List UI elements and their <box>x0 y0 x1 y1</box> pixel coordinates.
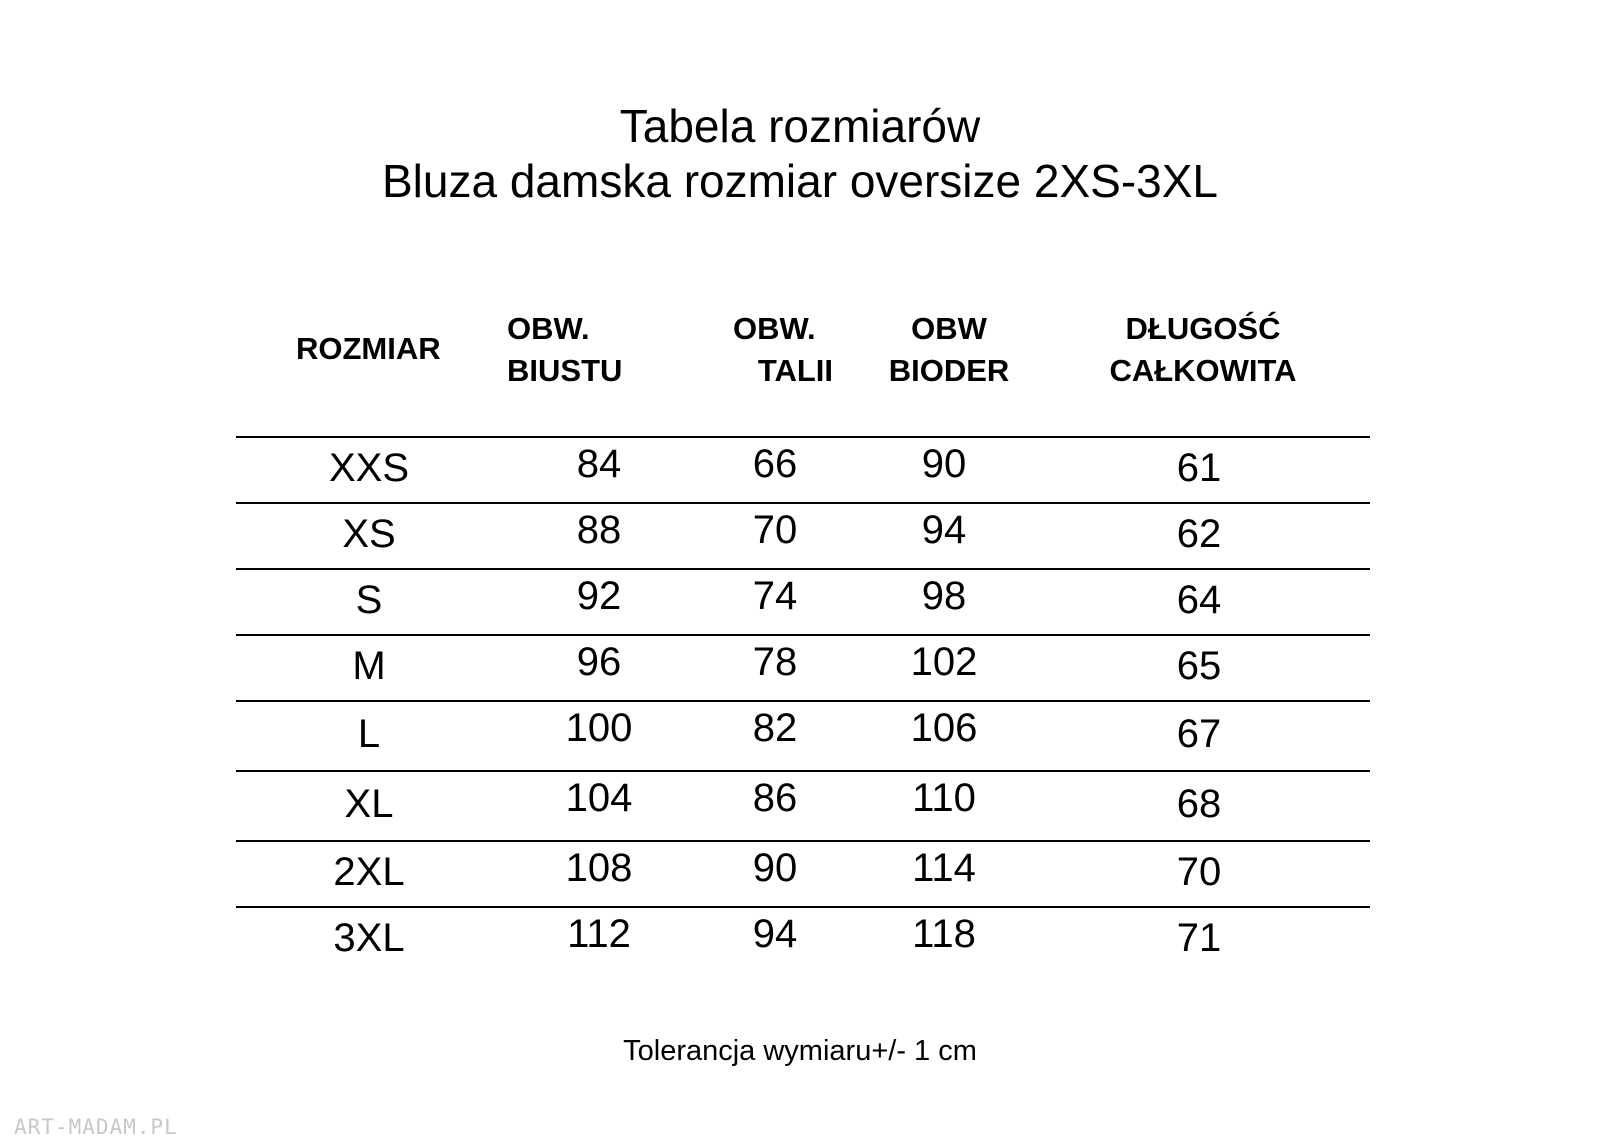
cell-hips: 94 <box>921 508 967 552</box>
cell-bust: 88 <box>576 508 622 552</box>
cell-length: 64 <box>1176 578 1222 622</box>
cell-size: 3XL <box>333 916 405 960</box>
cell-size: L <box>357 712 381 756</box>
table-rule <box>236 770 1370 772</box>
cell-length: 70 <box>1176 850 1222 894</box>
table-rule <box>236 436 1370 438</box>
cell-bust: 96 <box>576 640 622 684</box>
cell-waist: 82 <box>752 706 798 750</box>
cell-bust: 112 <box>567 912 631 956</box>
cell-size: XXS <box>328 446 410 490</box>
table-rule <box>236 568 1370 570</box>
table-rule <box>236 634 1370 636</box>
cell-size: XL <box>344 782 394 826</box>
cell-waist: 74 <box>752 574 798 618</box>
header-obw-bioder <box>884 308 1014 392</box>
header-rozmiar-label: ROZMIAR <box>296 331 441 366</box>
header-dlugosc-line1: DŁUGOŚĆ <box>1125 311 1281 346</box>
cell-bust: 104 <box>565 776 633 820</box>
cell-bust: 84 <box>576 442 622 486</box>
cell-length: 62 <box>1176 512 1222 556</box>
header-obw-bioder-line2: BIODER <box>888 353 1010 388</box>
cell-hips: 114 <box>912 846 976 890</box>
cell-length: 61 <box>1176 446 1222 490</box>
watermark: ART-MADAM.PL <box>14 1115 178 1139</box>
header-obw-talii <box>733 308 833 392</box>
header-obw-talii-line1: OBW. <box>733 311 816 346</box>
cell-waist: 78 <box>752 640 798 684</box>
cell-hips: 110 <box>912 776 976 820</box>
cell-hips: 90 <box>921 442 967 486</box>
cell-bust: 108 <box>565 846 633 890</box>
cell-waist: 70 <box>752 508 798 552</box>
cell-size: M <box>352 644 386 688</box>
header-obw-biustu-line1: OBW. <box>507 311 590 346</box>
cell-hips: 106 <box>910 706 978 750</box>
cell-waist: 86 <box>752 776 798 820</box>
tolerance-note: Tolerancja wymiaru+/- 1 cm <box>623 1035 977 1067</box>
header-obw-biustu <box>507 308 622 392</box>
header-obw-talii-line2: TALII <box>757 353 833 388</box>
cell-size: XS <box>342 512 396 556</box>
table-rule <box>236 700 1370 702</box>
header-dlugosc-calkowita <box>1105 308 1301 392</box>
cell-waist: 66 <box>752 442 798 486</box>
table-rule <box>236 840 1370 842</box>
table-rule <box>236 502 1370 504</box>
page-title-line-1: Tabela rozmiarów <box>619 100 981 152</box>
header-obw-bioder-line1: OBW <box>911 311 987 346</box>
header-obw-biustu-line2: BIUSTU <box>507 353 623 388</box>
cell-size: S <box>355 578 383 622</box>
cell-waist: 94 <box>752 912 798 956</box>
table-rule <box>236 906 1370 908</box>
cell-length: 65 <box>1176 644 1222 688</box>
cell-hips: 102 <box>910 640 978 684</box>
header-rozmiar <box>296 328 441 370</box>
cell-hips: 118 <box>912 912 976 956</box>
cell-waist: 90 <box>752 846 798 890</box>
page-title-line-2: Bluza damska rozmiar oversize 2XS-3XL <box>382 155 1218 207</box>
cell-size: 2XL <box>333 850 405 894</box>
cell-length: 68 <box>1176 782 1222 826</box>
header-dlugosc-line2: CAŁKOWITA <box>1109 353 1297 388</box>
cell-length: 67 <box>1176 712 1222 756</box>
cell-bust: 92 <box>576 574 622 618</box>
cell-length: 71 <box>1176 916 1222 960</box>
cell-bust: 100 <box>565 706 633 750</box>
cell-hips: 98 <box>921 574 967 618</box>
